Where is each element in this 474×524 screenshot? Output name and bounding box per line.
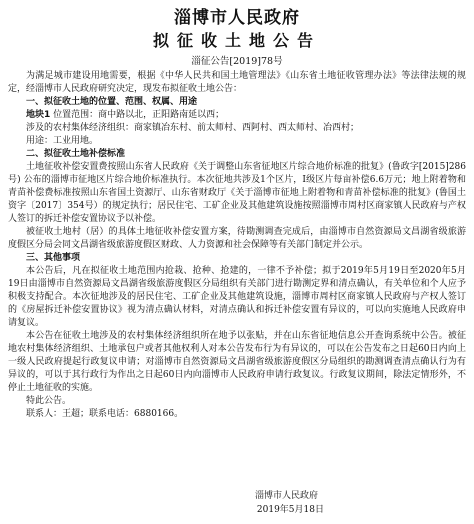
section-2-paragraph-2: 被征收土地村（居）的具体土地征收补偿安置方案，待勘测调查完成后，由淄博市自然资源局文昌湖省级旅游度假区分局会同文昌湖省级旅游度假区财政、人力资源和社会保障等有关部门制定并公示。	[8, 227, 466, 250]
plot-1-location	[8, 109, 466, 122]
section-3-paragraph-2: 本公告在征收土地涉及的农村集体经济组织所在地予以张贴，并在山东省征地信息公开查询系统中公告。被征地农村集体经济组织、土地承包户或者其他权利人对本公告发布行为有异议的，可以在公告发布之日起60日内向上一级人民政府提起行政复议申请；对淄博市自然资源局文昌湖省级旅游度假区分局组织的勘测调查清点确认行为有异议的，可以于其行政行为作出之日起60日内向淄博市人民政府申请行政复议。行政复议期间，除法定情形外，不停止土地征收的实施。	[8, 331, 466, 393]
intro-paragraph: 为满足城市建设用地需要，根据《中华人民共和国土地管理法》《山东省土地征收管理办法》等法律法规的规定，经淄博市人民政府研究决定，现发布拟征收土地公告：	[8, 71, 466, 94]
signature-date: 2019年5月18日	[256, 505, 324, 515]
closing-line: 特此公告。	[26, 396, 72, 406]
contact-phone: 6880166。	[134, 409, 184, 419]
issuer-title: 淄博市人民政府	[174, 8, 300, 28]
plot-1-label: 地块1	[26, 110, 51, 120]
section-1-heading: 一、拟征收土地的位置、范围、权属、用途	[26, 97, 198, 107]
plot-1-text: 位置范围：商中路以北，正阳路南延以西；	[53, 110, 225, 120]
signature-issuer: 淄博市人民政府	[254, 491, 318, 501]
reference-number: 淄征公告[2019]78号	[191, 56, 283, 67]
plot-1-collectives: 涉及的农村集体经济组织：商家镇冶东村、前太师村、西阿村、西太师村、冶西村；	[26, 123, 360, 133]
contact-label: 联系人：王超；联系电话：	[26, 409, 135, 419]
notice-body	[8, 70, 466, 421]
section-3-heading: 三、其他事项	[26, 253, 81, 263]
notice-title: 拟征收土地公告	[152, 31, 321, 50]
contact-line	[8, 408, 466, 421]
section-2-heading: 二、拟征收土地补偿标准	[26, 149, 126, 159]
plot-1-use: 用途：工业用地。	[26, 136, 99, 146]
section-3-paragraph-1: 本公告后，凡在拟征收土地范围内抢栽、抢种、抢建的，一律不予补偿；拟于2019年5月19日至2020年5月19日由淄博市自然资源局文昌湖省级旅游度假区分局组织有关部门进行勘测定界和清点确认，有关单位和个人应予积极支持配合。本次征地涉及的居民住宅、工矿企业及其他建筑设施，淄博市周村区商家镇人民政府与产权人签订的《房屋拆迁补偿安置协议》视为清点确认材料，对清点确认和拆迁补偿安置有异议的，可以向实施地人民政府申请复议。	[8, 266, 466, 328]
section-2-paragraph-1: 土地征收补偿安置费按照山东省人民政府《关于调整山东省征地区片综合地价标准的批复》(鲁政字[2015]286号) 公布的淄博市征地区片综合地价标准执行。本次征地共涉及1个区片，I级区片每亩补偿6.6万元；地上附着物和青苗补偿费标准按照山东省国土资源厅、山东省财政厅《关于淄博市征地上附着物和青苗补偿标准的批复》(鲁国土资字〔2017〕354号）的规定执行；居民住宅、工矿企业及其他建筑设施按照淄博市周村区商家镇人民政府与产权人签订的拆迁补偿安置协议予以补偿。	[8, 162, 466, 224]
